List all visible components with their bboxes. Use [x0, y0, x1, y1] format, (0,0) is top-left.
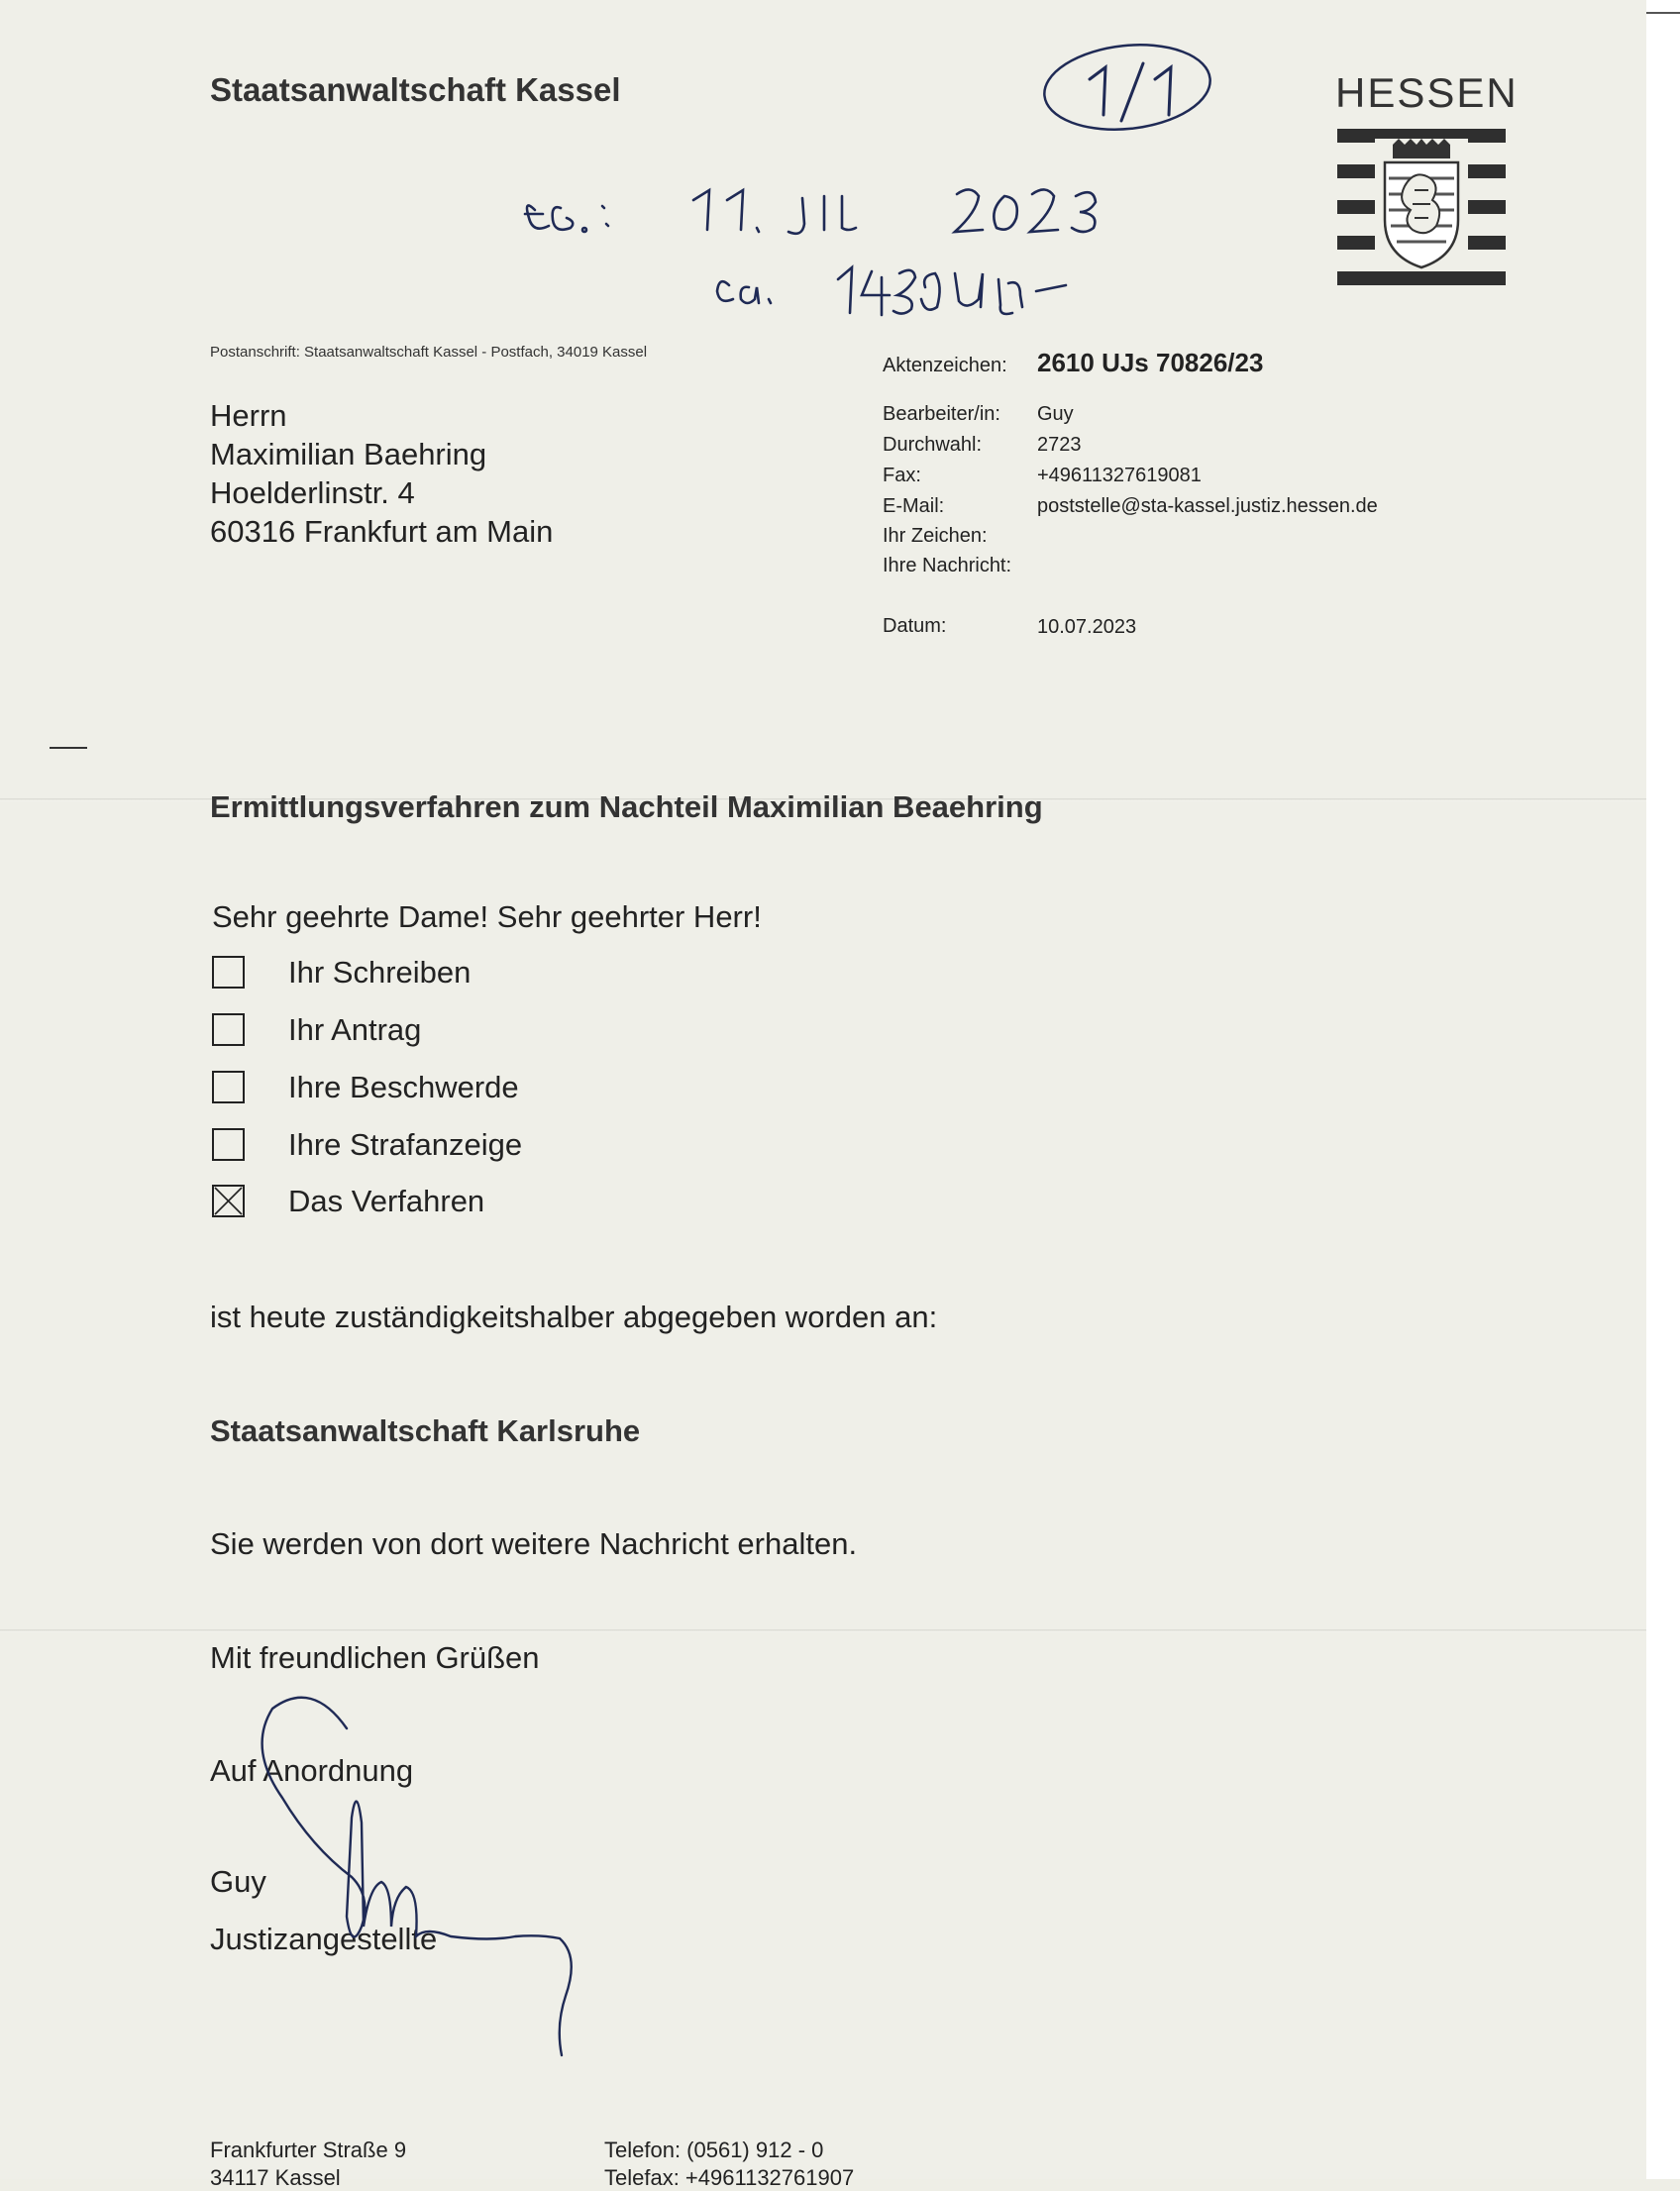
option-label: Ihr Antrag [288, 1012, 422, 1047]
hessen-logo-stripe [1337, 271, 1506, 285]
option-label: Ihre Beschwerde [288, 1070, 519, 1104]
check-cross-icon [214, 1187, 243, 1215]
hessen-logo-text: HESSEN [1335, 69, 1519, 116]
page-count-handwritten-circle [1040, 40, 1214, 135]
closing-regards: Mit freundlichen Grüßen [210, 1640, 540, 1675]
option-label: Das Verfahren [288, 1184, 485, 1218]
ihre-nachricht-label: Ihre Nachricht: [883, 555, 1012, 576]
closing-by-order: Auf Anordnung [210, 1753, 414, 1788]
recipient-salutation: Herrn [210, 398, 287, 433]
destination-authority: Staatsanwaltschaft Karlsruhe [210, 1413, 641, 1448]
bearbeiter-label: Bearbeiter/in: [883, 403, 1000, 425]
recipient-street: Hoelderlinstr. 4 [210, 475, 415, 510]
received-stamp-handwritten [515, 168, 1149, 327]
aktenzeichen-label: Aktenzeichen: [883, 355, 1007, 376]
signer-role: Justizangestellte [210, 1922, 438, 1956]
paper-fold-lower [0, 1629, 1646, 1632]
followup-text: Sie werden von dort weitere Nachricht erhalten. [210, 1526, 858, 1561]
letter-greeting: Sehr geehrte Dame! Sehr geehrter Herr! [212, 899, 762, 934]
scan-edge-line [1646, 12, 1680, 14]
fax-value: +49611327619081 [1037, 465, 1202, 486]
email-value: poststelle@sta-kassel.justiz.hessen.de [1037, 495, 1378, 517]
fax-label: Fax: [883, 465, 921, 486]
fold-mark [50, 747, 87, 749]
durchwahl-value: 2723 [1037, 434, 1082, 456]
letter-subject: Ermittlungsverfahren zum Nachteil Maximilian Beaehring [210, 789, 1043, 824]
signer-name: Guy [210, 1864, 266, 1899]
checkbox-ihre-beschwerde [212, 1071, 245, 1103]
datum-value: 10.07.2023 [1037, 616, 1137, 638]
durchwahl-label: Durchwahl: [883, 434, 983, 456]
footer-city: 34117 Kassel [210, 2165, 341, 2190]
transfer-text: ist heute zuständigkeitshalber abgegeben worden an: [210, 1300, 938, 1334]
bearbeiter-value: Guy [1037, 403, 1074, 425]
recipient-city: 60316 Frankfurt am Main [210, 514, 554, 549]
aktenzeichen-value: 2610 UJs 70826/23 [1037, 348, 1264, 377]
checkbox-ihre-strafanzeige [212, 1128, 245, 1161]
hessen-crest-icon [1375, 139, 1468, 269]
sender-authority: Staatsanwaltschaft Kassel [210, 71, 621, 108]
postal-return-address: Postanschrift: Staatsanwaltschaft Kassel - Postfach, 34019 Kassel [210, 344, 648, 361]
handwritten-signature [253, 1689, 579, 2065]
option-label: Ihr Schreiben [288, 955, 472, 990]
checkbox-ihr-antrag [212, 1013, 245, 1046]
footer-phone: Telefon: (0561) 912 - 0 [604, 2138, 824, 2162]
email-label: E-Mail: [883, 495, 945, 517]
footer-fax: Telefax: +4961132761907 [604, 2165, 855, 2190]
ihr-zeichen-label: Ihr Zeichen: [883, 525, 988, 547]
scan-edge [1646, 0, 1680, 2179]
footer-street: Frankfurter Straße 9 [210, 2138, 407, 2162]
option-label: Ihre Strafanzeige [288, 1127, 523, 1162]
checkbox-das-verfahren [212, 1185, 245, 1217]
recipient-name: Maximilian Baehring [210, 437, 487, 471]
checkbox-ihr-schreiben [212, 956, 245, 989]
datum-label: Datum: [883, 615, 947, 637]
